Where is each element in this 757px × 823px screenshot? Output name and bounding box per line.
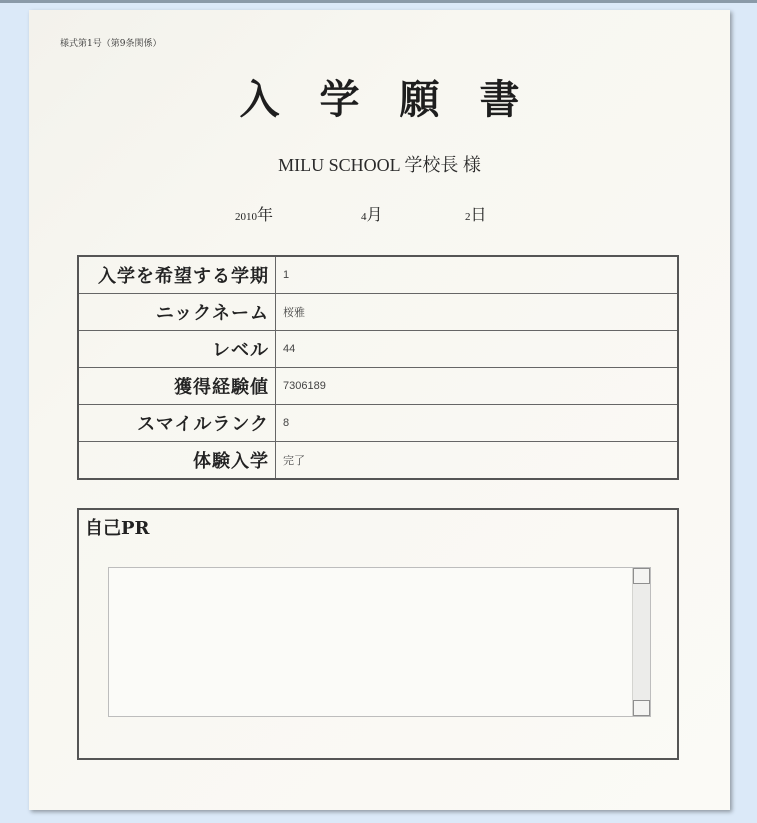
page-title: 入学願書 <box>239 76 560 123</box>
row-value-term: 1 <box>276 256 679 294</box>
application-form-sheet <box>29 10 730 810</box>
applicant-info-table <box>77 255 679 480</box>
row-label-term: 入学を希望する学期 <box>78 256 276 294</box>
scroll-up-button[interactable] <box>633 568 650 584</box>
date-day <box>465 202 487 225</box>
date-year <box>235 202 273 225</box>
self-pr-textarea[interactable] <box>108 567 651 717</box>
date-month-unit: 月 <box>366 207 383 224</box>
date-day-value: 2 <box>465 211 471 223</box>
table-row <box>78 442 678 480</box>
scroll-down-button[interactable] <box>633 700 650 716</box>
table-row <box>78 256 678 294</box>
row-value-trial: 完了 <box>276 442 679 480</box>
date-day-unit: 日 <box>470 207 487 224</box>
date-year-unit: 年 <box>257 207 274 224</box>
date-month <box>361 202 383 225</box>
table-row <box>78 405 678 442</box>
row-label-trial: 体験入学 <box>78 442 276 480</box>
table-row <box>78 331 678 368</box>
row-value-nickname: 桜雅 <box>276 294 679 331</box>
row-label-smile-rank: スマイルランク <box>78 405 276 442</box>
table-row <box>78 294 678 331</box>
window-top-border <box>0 0 757 3</box>
row-value-level: 44 <box>276 331 679 368</box>
row-label-nickname: ニックネーム <box>78 294 276 331</box>
addressee: MILU SCHOOL 学校長 様 <box>278 155 481 175</box>
form-number: 様式第1号（第9条関係） <box>60 39 162 49</box>
self-pr-title: 自己PR <box>85 518 150 539</box>
date-year-value: 2010 <box>235 211 257 223</box>
row-value-smile-rank: 8 <box>276 405 679 442</box>
self-pr-section <box>77 508 679 760</box>
self-pr-scrollbar[interactable] <box>632 568 650 716</box>
date-month-value: 4 <box>361 211 367 223</box>
row-label-experience: 獲得経験値 <box>78 368 276 405</box>
row-value-experience: 7306189 <box>276 368 679 405</box>
table-row <box>78 368 678 405</box>
row-label-level: レベル <box>78 331 276 368</box>
